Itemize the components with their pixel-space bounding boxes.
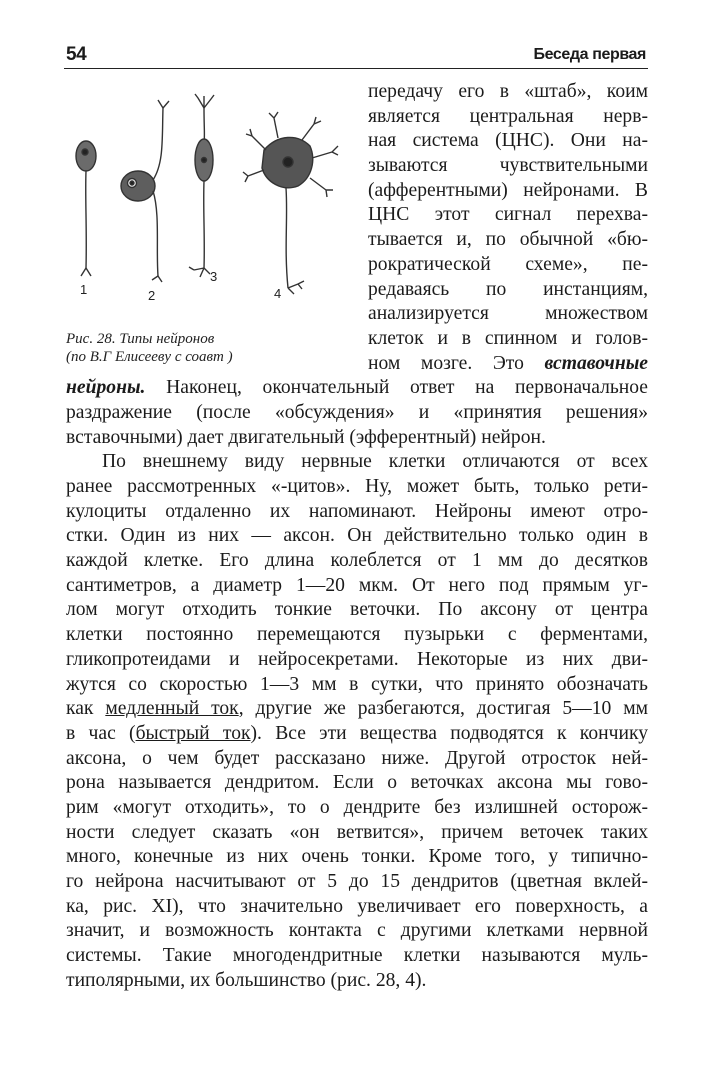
text-line: [368, 228, 648, 253]
text-line: [66, 401, 648, 426]
text-line: [66, 821, 648, 846]
text-run: ности следует сказать «он ветвится», причем веточек таких: [66, 821, 648, 843]
text-line: [368, 278, 648, 303]
text-line: [368, 80, 648, 105]
emphasized-term: нейроны.: [66, 377, 146, 399]
body-text: [66, 80, 648, 993]
figure-label-2: 2: [148, 288, 156, 303]
text-line: [368, 302, 648, 327]
text-run: клетки постоянно перемещаются пузырьки с ферментами,: [66, 624, 648, 646]
caption-line: Рис. 28. Типы нейронов: [66, 331, 215, 347]
text-run: тывается и, по обычной «бю-: [368, 229, 648, 251]
emphasized-term: вставочные: [544, 352, 648, 374]
text-run: раздражение (после «обсуждения» и «принятия решения»: [66, 401, 648, 423]
text-line: [66, 450, 648, 475]
text-run: передачу его в «штаб», коим: [368, 81, 648, 102]
text-run: гликопротеидами и нейросекретами. Некоторые из них дви-: [66, 648, 648, 670]
text-line: [66, 376, 648, 401]
text-line: [66, 870, 648, 895]
text-run: Если о веточках аксона мы гово-: [319, 772, 648, 794]
text-run: По внешнему виду нервные клетки отличаются от всех: [102, 451, 648, 473]
text-run: аксона, о чем будет рассказано ниже. Другой отросток ней-: [66, 747, 648, 769]
text-run: Наконец, окончательный ответ на первоначальное: [145, 377, 648, 399]
page-number: 54: [66, 44, 87, 65]
text-run: системы. Такие многодендритные клетки называются муль-: [66, 945, 648, 967]
text-line: [66, 500, 648, 525]
text-run: рим «могут отходить», то о дендрите без излишней осторож-: [66, 796, 648, 818]
text-run: лом могут отходить тонкие веточки. По аксону от центра: [66, 599, 648, 621]
text-line: [368, 105, 648, 130]
text-line: [66, 796, 648, 821]
underlined-term: медленный ток: [105, 698, 239, 720]
figure-label-4: 4: [274, 286, 282, 301]
text-line: [66, 426, 648, 451]
text-run: ). Все эти вещества подводятся к кончику: [250, 722, 648, 744]
text-line: [66, 771, 648, 796]
text-line: [66, 919, 648, 944]
text-line: [66, 944, 648, 969]
text-run: ка, рис. XI), что значительно увеличивает его поверхность, а: [66, 895, 648, 917]
text-line: [368, 179, 648, 204]
text-line: [368, 129, 648, 154]
text-line: [66, 673, 648, 698]
text-line: [66, 475, 648, 500]
text-line: [66, 623, 648, 648]
text-run: типолярными, их большинство (рис. 28, 4).: [66, 969, 427, 991]
text-run: , другие же разбегаются, достигая 5—10 мм: [238, 698, 648, 720]
text-run: зываются: [368, 155, 500, 177]
text-run: значит, и возможность контакта с другими клетками нервной: [66, 920, 648, 942]
text-run: Он действительно только один в: [334, 525, 648, 547]
text-run: каждой клетке. Его длина колеблется от 1 мм до десятков: [66, 550, 648, 572]
running-title: Беседа первая: [533, 46, 646, 63]
text-line: [66, 549, 648, 574]
emphasized-term: двигательный (эфферентный) нейрон.: [228, 426, 546, 448]
underlined-term: быстрый ток: [135, 722, 251, 744]
figure-label-3: 3: [210, 269, 218, 284]
emphasized-term: (афферентными) нейронами.: [368, 179, 620, 201]
text-run: редаваясь по инстанциям,: [368, 278, 648, 300]
text-run: рона называется: [66, 772, 225, 794]
text-run: много, конечные из них очень тонки. Кроме того, у типично-: [66, 846, 648, 868]
text-line: [66, 697, 648, 722]
text-line: [66, 969, 648, 994]
text-line: [368, 327, 648, 352]
text-run: ЦНС этот сигнал перехва-: [368, 204, 648, 226]
text-run: анализируется множеством: [368, 303, 648, 325]
text-run: сантиметров, а диаметр 1—20 мкм. От него под прямым уг-: [66, 574, 648, 596]
text-line: [66, 574, 648, 599]
text-run: ранее рассмотренных «-цитов». Ну, может быть, только рети-: [66, 476, 648, 497]
text-line: [368, 203, 648, 228]
emphasized-term: чувствительными: [499, 155, 648, 177]
header-rule: [64, 68, 648, 69]
figure-label-1: 1: [80, 282, 88, 297]
text-line: [66, 845, 648, 870]
emphasized-term: аксон.: [283, 525, 335, 547]
text-run: го нейрона насчитывают от 5 до 15 дендритов (цветная вклей-: [66, 871, 648, 892]
text-line: [368, 253, 648, 278]
text-run: жутся со скоростью 1—3 мм в сутки, что принято обозначать: [66, 673, 648, 695]
text-run: вставочными) дает: [66, 426, 229, 448]
text-run: в час (: [66, 722, 136, 744]
text-line: [66, 895, 648, 920]
text-line: [66, 524, 648, 549]
text-line: [66, 598, 648, 623]
text-run: как: [66, 698, 106, 720]
text-beside-figure: [66, 80, 648, 376]
text-line: [66, 747, 648, 772]
text-line: [66, 722, 648, 747]
text-line: [368, 154, 648, 179]
text-run: ная система (ЦНС). Они на-: [368, 130, 648, 152]
text-line: [368, 352, 648, 377]
text-run: ном мозге. Это: [368, 352, 545, 374]
emphasized-term: дендритом.: [224, 772, 320, 794]
text-run: стки. Один из них —: [66, 525, 284, 547]
text-run: является центральная нерв-: [368, 105, 648, 127]
paragraph-2: [66, 450, 648, 993]
text-line: [66, 648, 648, 673]
text-run: В: [619, 179, 648, 201]
paragraph-1-continuation: [66, 376, 648, 450]
text-run: клеток и в спинном и голов-: [368, 327, 648, 349]
text-run: кулоциты отдаленно их напоминают. Нейроны имеют отро-: [66, 500, 648, 522]
caption-line: (по В.Г Елисееву с соавт ): [66, 349, 233, 365]
text-run: рократической схеме», пе-: [368, 253, 648, 275]
